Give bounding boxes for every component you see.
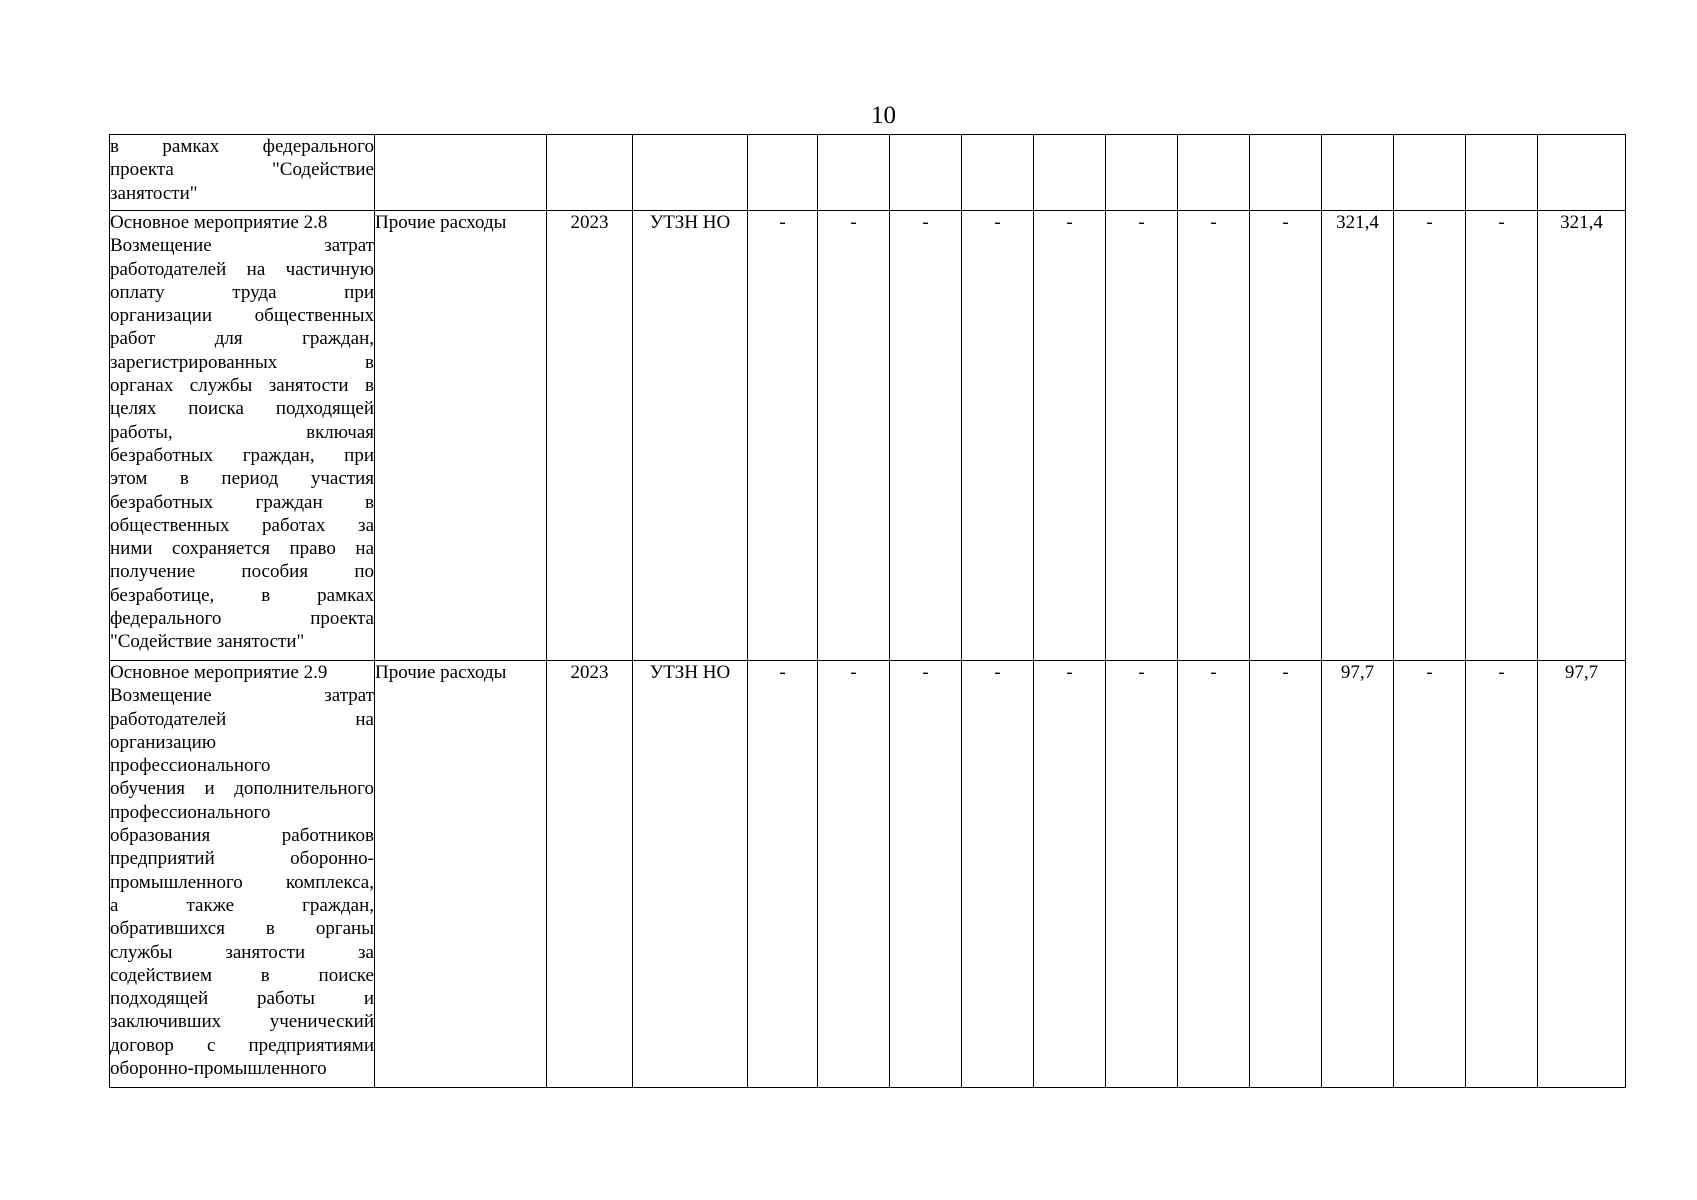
amount-cell <box>1322 135 1394 211</box>
amount-cell: - <box>1034 661 1106 1088</box>
description-line: обучения и дополнительного <box>110 778 374 800</box>
amount-cell: - <box>748 661 818 1088</box>
description-line: зарегистрированных в <box>110 351 374 373</box>
description-line: общественных работах за <box>110 514 374 536</box>
description-line: Основное мероприятие 2.8 <box>110 212 328 233</box>
amount-cell <box>1466 135 1538 211</box>
description-line: подходящей работы и <box>110 988 374 1010</box>
amount-cell: - <box>818 211 890 661</box>
amount-cell: 321,4 <box>1322 211 1394 661</box>
amount-cell <box>962 135 1034 211</box>
amount-cell <box>1394 135 1466 211</box>
table-body <box>110 135 1626 1088</box>
description-line: получение пособия по <box>110 561 374 583</box>
amount-cell: - <box>962 661 1034 1088</box>
description-line: образования работников <box>110 825 374 847</box>
description-line: ними сохраняется право на <box>110 538 374 560</box>
amount-cell: - <box>1178 661 1250 1088</box>
description-line: заключивших ученический <box>110 1011 374 1033</box>
amount-cell: - <box>1178 211 1250 661</box>
amount-cell: - <box>962 211 1034 661</box>
amount-cell <box>890 135 962 211</box>
description-line: Основное мероприятие 2.9 <box>110 662 328 683</box>
description-line: Возмещение затрат <box>110 685 374 707</box>
activity-description-cell <box>110 211 375 661</box>
description-line: работ для граждан, <box>110 328 374 350</box>
description-line: оборонно-промышленного <box>110 1058 327 1080</box>
description-line: безработице, в рамках <box>110 584 374 606</box>
table-row <box>110 211 1626 661</box>
description-line: органах службы занятости в <box>110 375 374 397</box>
description-line: целях поиска подходящей <box>110 398 374 420</box>
description-line: профессионального <box>110 755 271 777</box>
amount-cell <box>818 135 890 211</box>
description-line: безработных граждан, при <box>110 444 374 466</box>
amount-cell <box>748 135 818 211</box>
amount-cell: - <box>890 661 962 1088</box>
description-line: "Содействие занятости" <box>110 631 305 653</box>
description-line: в рамках федерального <box>110 136 374 157</box>
description-line: безработных граждан в <box>110 491 374 513</box>
expense-type-cell: Прочие расходы <box>375 661 547 1088</box>
description-line: федерального проекта <box>110 608 374 630</box>
amount-cell: - <box>748 211 818 661</box>
activity-description-cell <box>110 135 375 211</box>
amount-cell: - <box>1466 211 1538 661</box>
year-cell: 2023 <box>547 661 633 1088</box>
description-line: содействием в поиске <box>110 964 374 986</box>
description-line: договор с предприятиями <box>110 1034 374 1056</box>
executor-cell: УТЗН НО <box>633 661 748 1088</box>
amount-cell: 321,4 <box>1538 211 1626 661</box>
executor-cell: УТЗН НО <box>633 211 748 661</box>
amount-cell: - <box>1034 211 1106 661</box>
description-line: оплату труда при <box>110 281 374 303</box>
year-cell: 2023 <box>547 211 633 661</box>
description-line: этом в период участия <box>110 468 374 490</box>
expense-type-cell: Прочие расходы <box>375 211 547 661</box>
amount-cell: - <box>890 211 962 661</box>
description-line: Возмещение затрат <box>110 235 374 257</box>
amount-cell <box>1106 135 1178 211</box>
amount-cell: 97,7 <box>1538 661 1626 1088</box>
amount-cell: - <box>1394 661 1466 1088</box>
table-row <box>110 135 1626 211</box>
description-line: работодателей на <box>110 708 374 730</box>
description-line: службы занятости за <box>110 941 374 963</box>
description-line: организации общественных <box>110 305 374 327</box>
amount-cell: 97,7 <box>1322 661 1394 1088</box>
amount-cell: - <box>818 661 890 1088</box>
amount-cell: - <box>1394 211 1466 661</box>
description-line: работодателей на частичную <box>110 258 374 280</box>
description-line: обратившихся в органы <box>110 918 374 940</box>
budget-table <box>109 134 1626 1088</box>
amount-cell: - <box>1466 661 1538 1088</box>
description-line: проекта "Содействие <box>110 159 374 181</box>
year-cell <box>547 135 633 211</box>
description-line: а также граждан, <box>110 894 374 916</box>
amount-cell <box>1538 135 1626 211</box>
amount-cell: - <box>1106 661 1178 1088</box>
amount-cell: - <box>1106 211 1178 661</box>
description-line: промышленного комплекса, <box>110 871 374 893</box>
description-line: профессионального <box>110 801 271 823</box>
description-line: работы, включая <box>110 421 374 443</box>
amount-cell <box>1178 135 1250 211</box>
page-number: 10 <box>871 102 896 129</box>
amount-cell <box>1250 135 1322 211</box>
description-line: занятости" <box>110 182 198 204</box>
executor-cell <box>633 135 748 211</box>
expense-type-cell <box>375 135 547 211</box>
activity-description-cell <box>110 661 375 1088</box>
description-line: предприятий оборонно- <box>110 848 374 870</box>
amount-cell <box>1034 135 1106 211</box>
amount-cell: - <box>1250 661 1322 1088</box>
description-line: организацию <box>110 731 217 753</box>
table-row <box>110 661 1626 1088</box>
amount-cell: - <box>1250 211 1322 661</box>
